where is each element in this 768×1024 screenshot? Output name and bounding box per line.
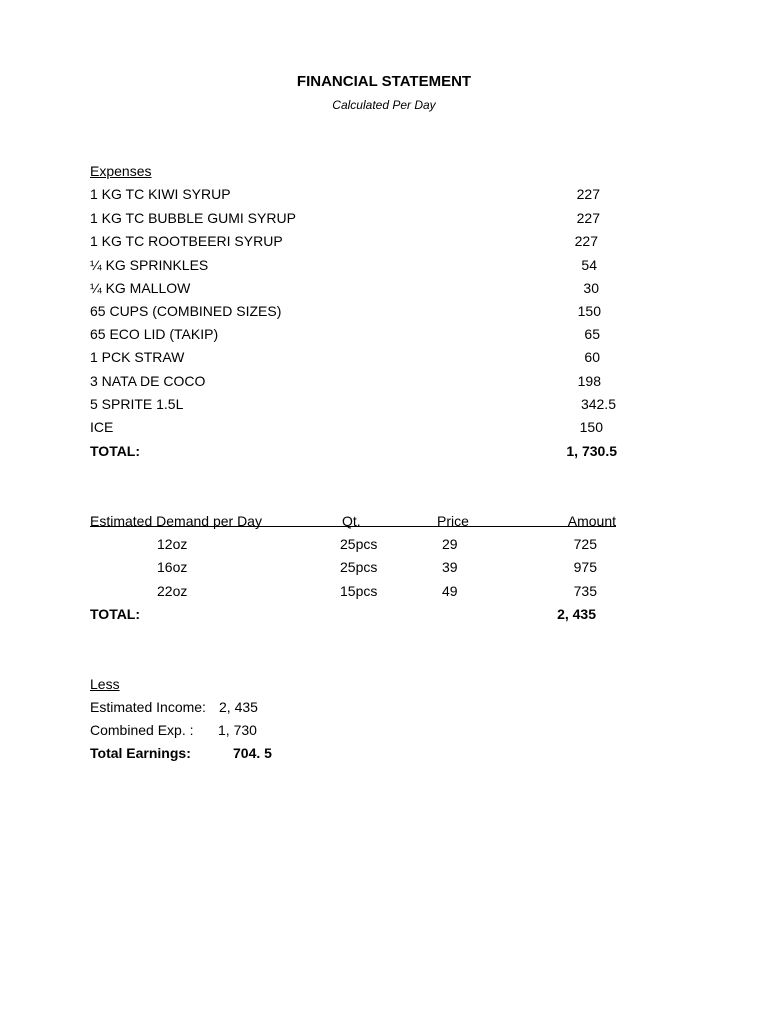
expense-item-label: 1 KG TC KIWI SYRUP bbox=[90, 186, 231, 202]
demand-total-label: TOTAL: bbox=[90, 606, 141, 622]
demand-row-size: 12oz bbox=[157, 536, 188, 552]
expense-item-label: 5 SPRITE 1.5L bbox=[90, 396, 184, 412]
demand-header-qty: Qt. bbox=[342, 513, 361, 529]
expenses-heading: Expenses bbox=[90, 163, 152, 179]
total-earnings-value: 704. 5 bbox=[233, 745, 272, 761]
expense-item-value: 65 bbox=[584, 326, 600, 342]
expense-item-label: 1 KG TC ROOTBEERI SYRUP bbox=[90, 233, 283, 249]
expense-item-value: 342.5 bbox=[580, 396, 616, 412]
document-subtitle: Calculated Per Day bbox=[332, 98, 436, 112]
expense-item-label: 65 CUPS (COMBINED SIZES) bbox=[90, 303, 282, 319]
expense-item-label: 65 ECO LID (TAKIP) bbox=[90, 326, 219, 342]
expense-item-value: 60 bbox=[584, 349, 600, 365]
expense-item-value: 227 bbox=[576, 186, 600, 202]
demand-row-qty: 15pcs bbox=[340, 583, 378, 599]
demand-total-value: 2, 435 bbox=[557, 606, 596, 622]
income-value: 2, 435 bbox=[219, 699, 258, 715]
document-title: FINANCIAL STATEMENT bbox=[296, 73, 472, 90]
expense-item-value: 54 bbox=[581, 257, 597, 273]
total-earnings-label: Total Earnings: bbox=[90, 745, 191, 761]
expenses-total-label: TOTAL: bbox=[90, 443, 141, 459]
combined-expense-value: 1, 730 bbox=[218, 722, 257, 738]
expense-item-label: 1 KG TC BUBBLE GUMI SYRUP bbox=[90, 210, 296, 226]
expense-item-value: 150 bbox=[577, 303, 601, 319]
expenses-total-value: 1, 730.5 bbox=[566, 443, 617, 459]
demand-row-size: 16oz bbox=[157, 559, 188, 575]
demand-header-price: Price bbox=[437, 513, 469, 529]
summary-heading: Less bbox=[90, 676, 120, 692]
demand-row-size: 22oz bbox=[157, 583, 188, 599]
expense-item-label: ¼ KG SPRINKLES bbox=[90, 257, 209, 273]
demand-row-price: 29 bbox=[442, 536, 458, 552]
expense-item-label: 3 NATA DE COCO bbox=[90, 373, 206, 389]
demand-header-amount: Amount bbox=[567, 513, 616, 529]
expense-item-label: 1 PCK STRAW bbox=[90, 349, 185, 365]
demand-row-qty: 25pcs bbox=[340, 559, 378, 575]
demand-row-amount: 735 bbox=[573, 583, 597, 599]
expense-item-value: 150 bbox=[579, 419, 603, 435]
expense-item-label: ICE bbox=[90, 419, 114, 435]
expense-item-value: 198 bbox=[577, 373, 601, 389]
income-label: Estimated Income: bbox=[90, 699, 206, 715]
expense-item-value: 227 bbox=[576, 210, 600, 226]
demand-row-price: 39 bbox=[442, 559, 458, 575]
expense-item-label: ¼ KG MALLOW bbox=[90, 280, 191, 296]
expense-item-value: 227 bbox=[574, 233, 598, 249]
expense-item-value: 30 bbox=[583, 280, 599, 296]
combined-expense-label: Combined Exp. : bbox=[90, 722, 194, 738]
demand-row-qty: 25pcs bbox=[340, 536, 378, 552]
demand-row-amount: 725 bbox=[573, 536, 597, 552]
demand-row-price: 49 bbox=[442, 583, 458, 599]
demand-header-name: Estimated Demand per Day bbox=[90, 513, 262, 529]
demand-row-amount: 975 bbox=[573, 559, 597, 575]
